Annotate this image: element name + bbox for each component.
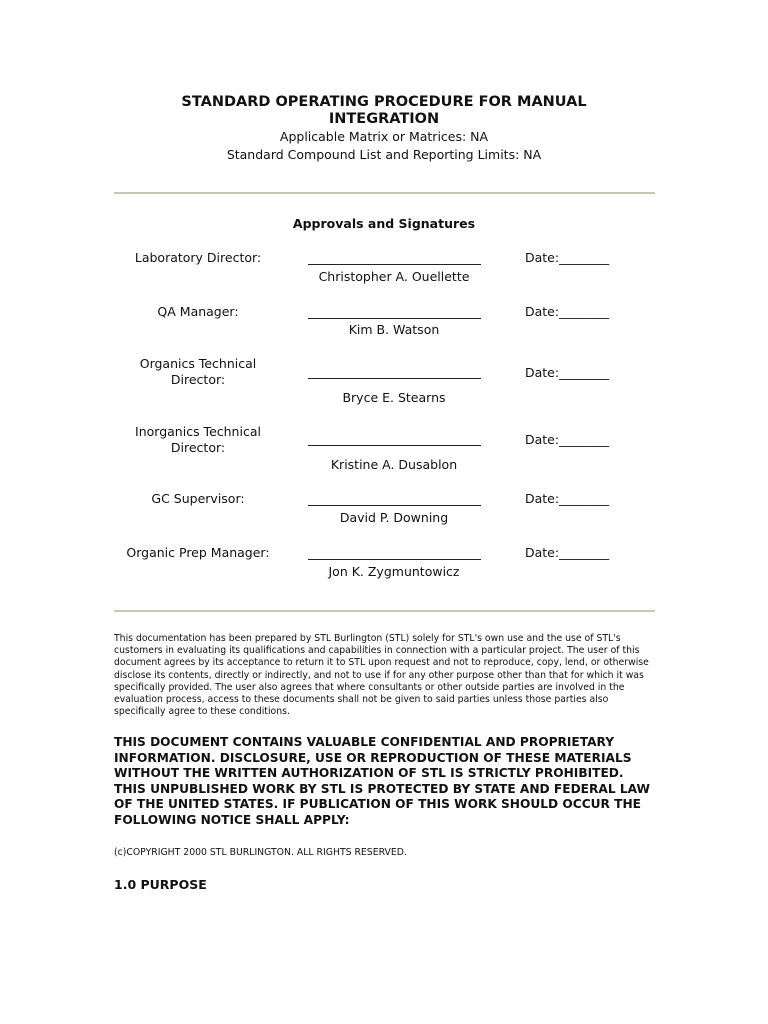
role-label <box>120 356 276 388</box>
top-divider <box>114 192 655 194</box>
role-label-line: GC Supervisor: <box>151 491 245 506</box>
copyright-notice: (c)COPYRIGHT 2000 STL BURLINGTON. ALL RIGHTS RESERVED. <box>114 847 407 858</box>
signature-line <box>308 505 481 506</box>
signer-name: David P. Downing <box>339 510 449 525</box>
role-label <box>120 491 276 507</box>
confidential-notice: THIS DOCUMENT CONTAINS VALUABLE CONFIDENTIAL AND PROPRIETARY INFORMATION. DISCLOSURE, USE OR REPRODUCTION OF THESE MATERIALS WITHOUT THE WRITTEN AUTHORIZATION OF STL IS STRICTLY PROHIBITED. THIS UNPUBLISHED WORK BY STL IS PROTECTED BY STATE AND FEDERAL LAW OF THE UNITED STATES. IF PUBLICATION OF THIS WORK SHOULD OCCUR THE FOLLOWING NOTICE SHALL APPLY: <box>114 735 650 827</box>
signer-name: Jon K. Zygmuntowicz <box>328 564 460 579</box>
signature-line <box>308 378 481 379</box>
signature-line <box>308 318 481 319</box>
date-field: Date:________ <box>525 545 610 560</box>
applicable-matrix-line: Applicable Matrix or Matrices: NA <box>279 129 489 144</box>
section-heading-purpose: 1.0 PURPOSE <box>114 877 207 892</box>
role-label-line: Organic Prep Manager: <box>126 545 270 560</box>
signer-name: Kim B. Watson <box>348 322 440 337</box>
role-label-line: QA Manager: <box>157 304 239 319</box>
date-field: Date:________ <box>525 365 610 380</box>
signature-line <box>308 445 481 446</box>
date-field: Date:________ <box>525 304 610 319</box>
role-label <box>120 304 276 320</box>
signature-line <box>308 559 481 560</box>
title-line-2: INTEGRATION <box>328 111 440 127</box>
role-label-line: Laboratory Director: <box>134 250 262 265</box>
date-field: Date:________ <box>525 432 610 447</box>
date-field: Date:________ <box>525 250 610 265</box>
date-field: Date:________ <box>525 491 610 506</box>
role-label <box>120 424 276 456</box>
signature-line <box>308 264 481 265</box>
role-label-line: Inorganics Technical <box>135 424 261 439</box>
signer-name: Kristine A. Dusablon <box>330 457 458 472</box>
role-label-line: Director: <box>170 440 226 455</box>
role-label-line: Director: <box>170 372 226 387</box>
signer-name: Christopher A. Ouellette <box>318 269 470 284</box>
role-label-line: Organics Technical <box>139 356 257 371</box>
document-title <box>114 94 654 128</box>
role-label <box>120 250 276 266</box>
disclaimer-paragraph: This documentation has been prepared by STL Burlington (STL) solely for STL's own use and the use of STL's customers in evaluating its qualifications and capabilities in connection with a particular project. The user of this document agrees by its acceptance to return it to STL upon request and not to reproduce, copy, lend, or otherwise disclose its contents, directly or indirectly, and not to use if for any other purpose other than that for which it was specifically provided. The user also agrees that where consultants or other outside parties are involved in the evaluation process, access to these documents shall not be given to said parties unless those parties also specifically agree to these conditions. <box>114 633 649 718</box>
bottom-divider <box>114 610 655 612</box>
signer-name: Bryce E. Stearns <box>342 390 446 405</box>
compound-list-line: Standard Compound List and Reporting Limits: NA <box>226 147 542 162</box>
approvals-heading: Approvals and Signatures <box>292 216 476 231</box>
title-line-1: STANDARD OPERATING PROCEDURE FOR MANUAL <box>181 94 587 110</box>
role-label <box>120 545 276 561</box>
